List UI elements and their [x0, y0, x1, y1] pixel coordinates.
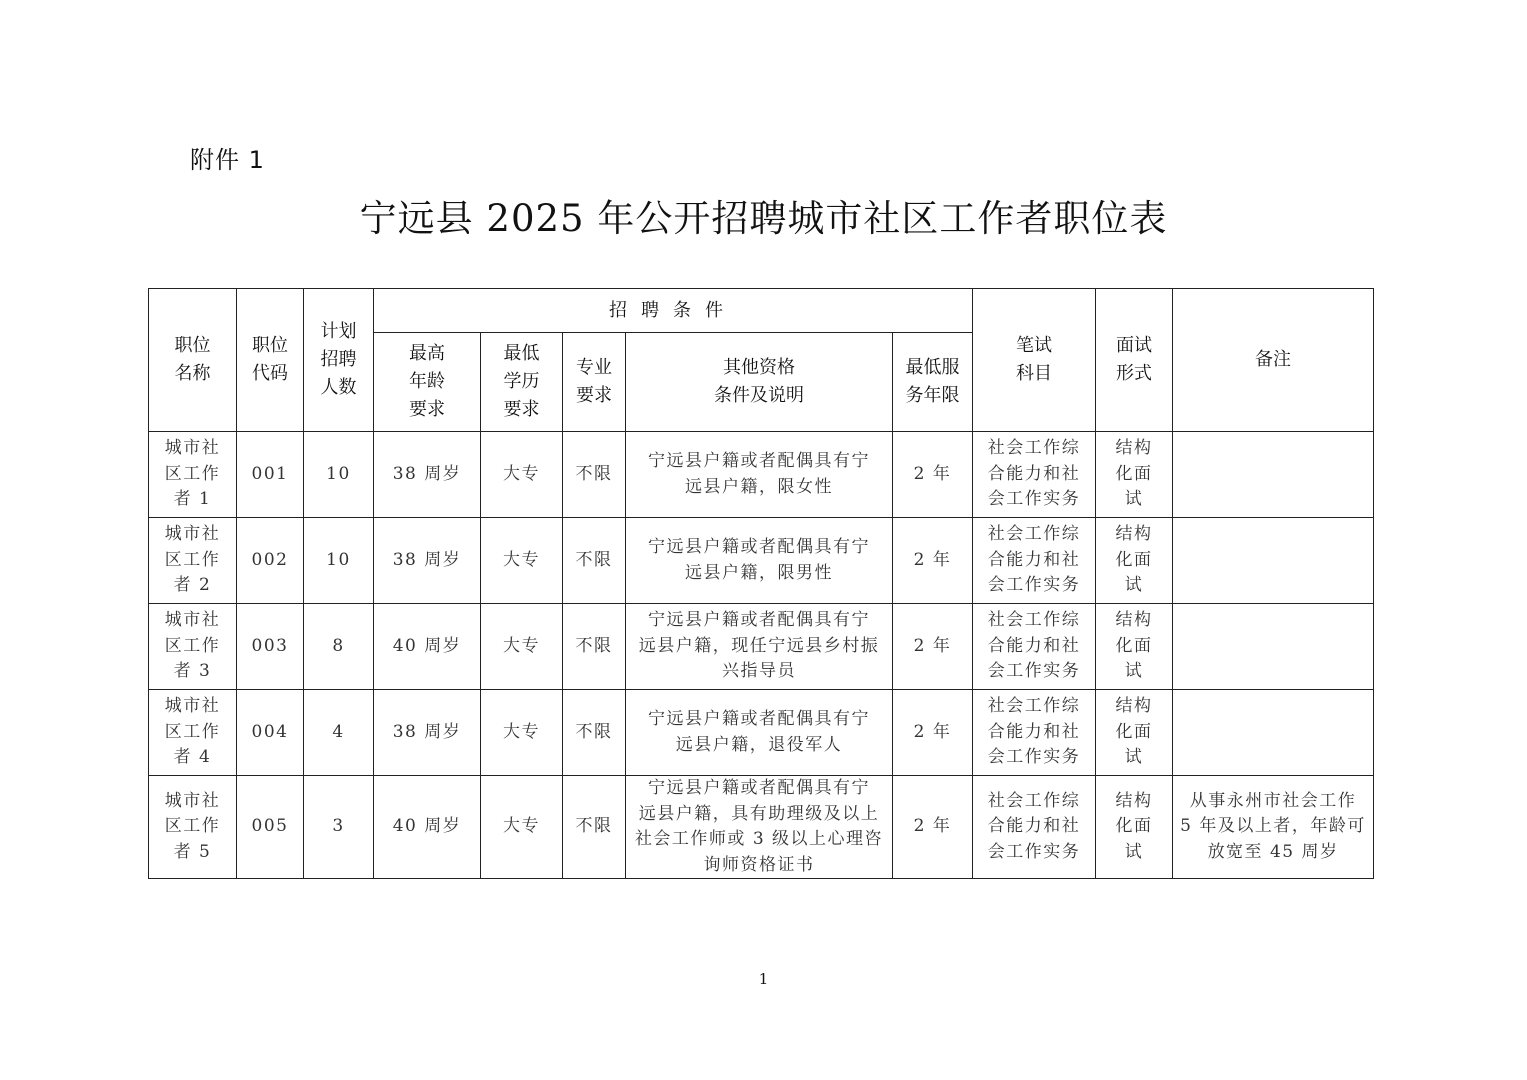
- cell-planned-count: 10: [304, 432, 374, 518]
- header-interview-format: 面试 形式: [1096, 289, 1173, 432]
- cell-remarks: [1173, 604, 1374, 690]
- cell-interview-format: 结构 化面 试: [1096, 604, 1173, 690]
- cell-max-age: 38 周岁: [374, 518, 481, 604]
- cell-position-code: 003: [237, 604, 304, 690]
- cell-written-exam: 社会工作综 合能力和社 会工作实务: [973, 432, 1096, 518]
- attachment-label: 附件 1: [190, 146, 265, 174]
- cell-planned-count: 8: [304, 604, 374, 690]
- cell-position-code: 005: [237, 776, 304, 879]
- cell-min-education: 大专: [481, 776, 563, 879]
- cell-position-name: 城市社 区工作 者 5: [149, 776, 237, 879]
- cell-major: 不限: [563, 776, 626, 879]
- table-row: [149, 604, 1374, 690]
- cell-min-service: 2 年: [893, 518, 973, 604]
- cell-min-service: 2 年: [893, 432, 973, 518]
- cell-min-education: 大专: [481, 604, 563, 690]
- cell-other-qualifications: 宁远县户籍或者配偶具有宁 远县户籍，现任宁远县乡村振 兴指导员: [626, 604, 893, 690]
- cell-other-qualifications: 宁远县户籍或者配偶具有宁 远县户籍，限男性: [626, 518, 893, 604]
- header-min-education: 最低 学历 要求: [481, 333, 563, 432]
- cell-planned-count: 3: [304, 776, 374, 879]
- cell-max-age: 40 周岁: [374, 776, 481, 879]
- cell-min-education: 大专: [481, 518, 563, 604]
- cell-major: 不限: [563, 432, 626, 518]
- cell-remarks: [1173, 690, 1374, 776]
- cell-position-code: 004: [237, 690, 304, 776]
- cell-major: 不限: [563, 690, 626, 776]
- cell-other-qualifications: 宁远县户籍或者配偶具有宁 远县户籍，限女性: [626, 432, 893, 518]
- cell-min-service: 2 年: [893, 604, 973, 690]
- header-other-qualifications: 其他资格 条件及说明: [626, 333, 893, 432]
- header-row-top: [149, 289, 1374, 333]
- cell-written-exam: 社会工作综 合能力和社 会工作实务: [973, 604, 1096, 690]
- header-major: 专业 要求: [563, 333, 626, 432]
- cell-min-service: 2 年: [893, 776, 973, 879]
- table-row: [149, 690, 1374, 776]
- cell-interview-format: 结构 化面 试: [1096, 690, 1173, 776]
- cell-max-age: 38 周岁: [374, 432, 481, 518]
- header-position-name: 职位 名称: [149, 289, 237, 432]
- table-row: [149, 518, 1374, 604]
- header-written-exam: 笔试 科目: [973, 289, 1096, 432]
- cell-remarks: [1173, 432, 1374, 518]
- cell-written-exam: 社会工作综 合能力和社 会工作实务: [973, 776, 1096, 879]
- cell-other-qualifications: 宁远县户籍或者配偶具有宁 远县户籍，具有助理级及以上 社会工作师或 3 级以上心理咨 询师资格证书: [626, 776, 893, 879]
- cell-interview-format: 结构 化面 试: [1096, 432, 1173, 518]
- cell-planned-count: 10: [304, 518, 374, 604]
- cell-position-name: 城市社 区工作 者 3: [149, 604, 237, 690]
- cell-min-education: 大专: [481, 690, 563, 776]
- cell-written-exam: 社会工作综 合能力和社 会工作实务: [973, 690, 1096, 776]
- header-max-age: 最高 年龄 要求: [374, 333, 481, 432]
- page-title: 宁远县 2025 年公开招聘城市社区工作者职位表: [359, 197, 1168, 240]
- header-conditions-group: 招聘条件: [374, 289, 973, 333]
- cell-max-age: 40 周岁: [374, 604, 481, 690]
- cell-position-name: 城市社 区工作 者 2: [149, 518, 237, 604]
- cell-min-service: 2 年: [893, 690, 973, 776]
- table-row: [149, 432, 1374, 518]
- cell-major: 不限: [563, 604, 626, 690]
- cell-min-education: 大专: [481, 432, 563, 518]
- cell-planned-count: 4: [304, 690, 374, 776]
- table-row: [149, 776, 1374, 879]
- header-planned-count: 计划 招聘 人数: [304, 289, 374, 432]
- cell-major: 不限: [563, 518, 626, 604]
- positions-table: [148, 288, 1374, 879]
- header-position-code: 职位 代码: [237, 289, 304, 432]
- page-number: 1: [758, 970, 769, 988]
- cell-remarks: [1173, 518, 1374, 604]
- cell-position-name: 城市社 区工作 者 4: [149, 690, 237, 776]
- header-min-service: 最低服 务年限: [893, 333, 973, 432]
- cell-position-code: 001: [237, 432, 304, 518]
- cell-max-age: 38 周岁: [374, 690, 481, 776]
- cell-written-exam: 社会工作综 合能力和社 会工作实务: [973, 518, 1096, 604]
- cell-interview-format: 结构 化面 试: [1096, 776, 1173, 879]
- cell-remarks: 从事永州市社会工作 5 年及以上者，年龄可 放宽至 45 周岁: [1173, 776, 1374, 879]
- cell-position-code: 002: [237, 518, 304, 604]
- header-remarks: 备注: [1173, 289, 1374, 432]
- cell-other-qualifications: 宁远县户籍或者配偶具有宁 远县户籍，退役军人: [626, 690, 893, 776]
- cell-position-name: 城市社 区工作 者 1: [149, 432, 237, 518]
- cell-interview-format: 结构 化面 试: [1096, 518, 1173, 604]
